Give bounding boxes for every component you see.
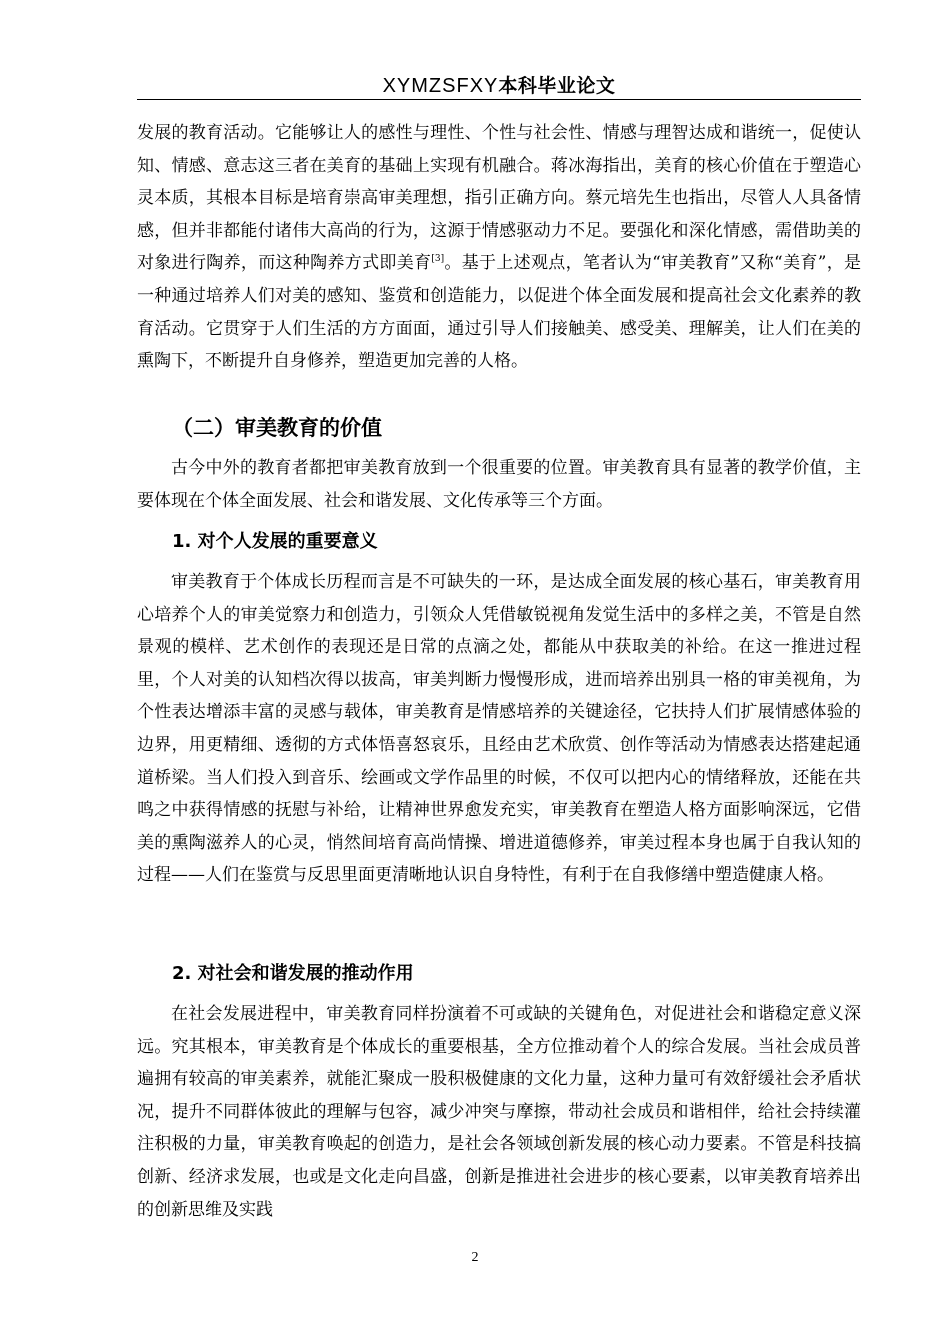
running-header [137, 72, 861, 98]
header-divider [137, 99, 861, 100]
society-paragraph: 在社会发展进程中，审美教育同样扮演着不可或缺的关键角色，对促进社会和谐稳定意义深远。究其根本，审美教育是个体成长的重要根基，全方位推动着个人的综合发展。当社会成员普遍拥有较高的审美素养，就能汇聚成一股积极健康的文化力量，这种力量可有效舒缓社会矛盾状况，提升不同群体彼此的理解与包容，减少冲突与摩擦，带动社会成员和谐相伴，给社会持续灌注积极的力量，审美教育唤起的创造力，是社会各领域创新发展的核心动力要素。不管是科技搞创新、经济求发展，也或是文化走向昌盛，创新是推进社会进步的核心要素，以审美教育培养出的创新思维及实践 [137, 1004, 861, 1220]
intro-paragraph [137, 117, 861, 378]
individual-paragraph: 审美教育于个体成长历程而言是不可缺失的一环，是达成全面发展的核心基石，审美教育用心培养个人的审美觉察力和创造力，引领众人凭借敏锐视角发觉生活中的多样之美，不管是自然景观的模样、艺术创作的表现还是日常的点滴之处，都能从中获取美的补给。在这一推进过程里，个人对美的认知档次得以拔高，审美判断力慢慢形成，进而培养出别具一格的审美视角，为个性表达增添丰富的灵感与载体，审美教育是情感培养的关键途径，它扶持人们扩展情感体验的边界，用更精细、透彻的方式体悟喜怒哀乐，且经由艺术欣赏、创作等活动为情感表达搭建起通道桥梁。当人们投入到音乐、绘画或文学作品里的时候，不仅可以把内心的情绪释放，还能在共鸣之中获得情感的抚慰与补给，让精神世界愈发充实，审美教育在塑造人格方面影响深远，它借美的熏陶滋养人的心灵，悄然间培育高尚情操、增进道德修养，审美过程本身也属于自我认知的过程——人们在鉴赏与反思里面更清晰地认识自身特性，有利于在自我修缮中塑造健康人格。 [137, 572, 861, 886]
intro-text-part-1: 发展的教育活动。它能够让人的感性与理性、个性与社会性、情感与理智达成和谐统一，促使认知、情感、意志这三者在美育的基础上实现有机融合。蒋冰海指出，美育的核心价值在于塑造心灵本质，其根本目标是培育崇高审美理想，指引正确方向。蔡元培先生也指出，尽管人人具备情感，但并非都能付诸伟大高尚的行为，这源于情感驱动力不足。要强化和深化情感，需借助美的对象进行陶养，而这种陶养方式即美育 [137, 123, 861, 274]
subsection-heading-society: 2. 对社会和谐发展的推动作用 [172, 963, 414, 984]
intro-text-part-2: 。基于上述观点，笔者认为“审美教育”又称“美育”，是一种通过培养人们对美的感知、鉴赏和创造能力，以促进个体全面发展和提高社会文化素养的教育活动。它贯穿于人们生活的方方面面，通过引导人们接触美、感受美、理解美，让人们在美的熏陶下，不断提升自身修养，塑造更加完善的人格。 [137, 253, 862, 372]
page-number: 2 [471, 1250, 479, 1265]
citation-reference: [3] [431, 254, 445, 265]
header-school-code: XYMZSFXY [382, 75, 499, 97]
subsection-heading-individual: 1. 对个人发展的重要意义 [172, 531, 378, 552]
section-heading-value: （二）审美教育的价值 [172, 416, 382, 440]
header-thesis-label: 本科毕业论文 [498, 75, 616, 97]
section-value-paragraph: 古今中外的教育者都把审美教育放到一个很重要的位置。审美教育具有显著的教学价值，主要体现在个体全面发展、社会和谐发展、文化传承等三个方面。 [137, 458, 861, 511]
